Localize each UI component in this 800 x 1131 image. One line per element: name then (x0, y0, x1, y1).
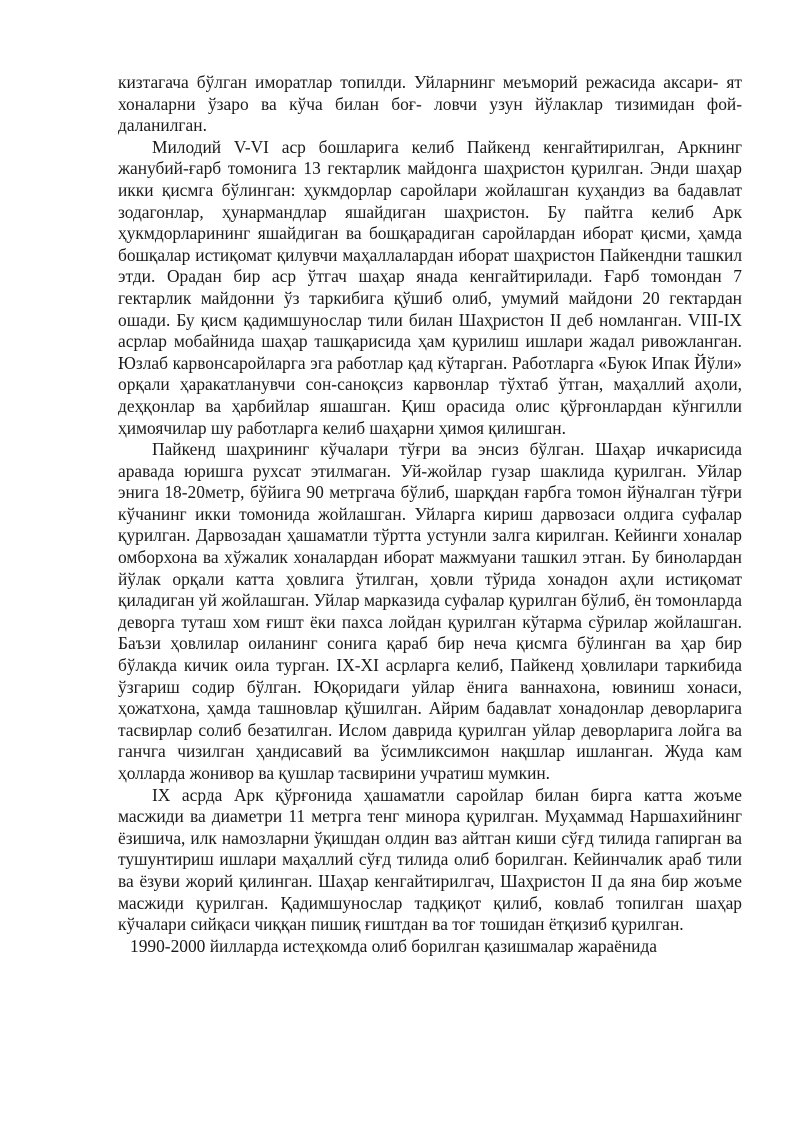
paragraph-excavations: 1990-2000 йилларда истеҳкомда олиб борилган қазишмалар жараёнида (130, 935, 658, 956)
paragraph-paikend-expansion: Милодий V-VI аср бошларига келиб Пайкенд кенгайтирилган, Аркнинг жанубий-ғарб томонига 13 гектарлик майдонга шаҳристон қурилган. Энди шаҳар икки қисмга бўлинган: ҳукмдорлар саройлари жойлашган куҳандиз ва бадавлат зодагонлар, ҳунармандлар яшайдиган шаҳристон. Бу пайтга келиб Арк ҳукмдорларининг яшайдиган ва бошқарадиган саройлардан иборат қисми, ҳамда бошқалар истиқомат қилувчи маҳаллалардан иборат шаҳристон Пайкендни ташкил этди. Орадан бир аср ўтгач шаҳар янада кенгайтирилади. Ғарб томондан 7 гектарлик майдонни ўз таркибига қўшиб олиб, умумий майдони 20 гектардан ошади. Бу қисм қадимшунослар тили билан Шаҳристон II деб номланган. VIII-IX асрлар мобайнида шаҳар ташқарисида ҳам қурилиш ишлари жадал ривожланган. Юзлаб карвонсаройларга эга работлар қад кўтарган. Работларга «Буюк Ипак Йўли» орқали ҳаракатланувчи сон-саноқсиз карвонлар тўхтаб ўтган, маҳаллий аҳоли, деҳқонлар ва ҳарбийлар яшашган. Қиш орасида олис қўрғонлардан кўнгилли ҳимоячилар шу работларга келиб шаҳарни ҳимоя қилишган. (118, 136, 742, 438)
paragraph-continuation: кизтагача бўлган иморатлар топилди. Уйларнинг меъморий режасида аксари- ят хоналарни ўзаро ва кўча билан боғ- ловчи узун йўлаклар тизимидан фой- даланилган. (118, 72, 742, 136)
paragraph-ark-mosque: IX асрда Арк қўрғонида ҳашаматли саройлар билан бирга катта жоъме масжиди ва диаметри 11 метрга тенг минора қурилган. Муҳаммад Наршахийнинг ёзишича, илк намозларни ўқишдан олдин ваз айтган киши сўғд тилида гапирган ва тушунтириш ишлари маҳаллий сўғд тилида олиб борилган. Кейинчалик араб тили ва ёзуви жорий қилинган. Шаҳар кенгайтирилгач, Шаҳристон II да яна бир жоъме масжиди қурилган. Қадимшунослар тадқиқот қилиб, ковлаб топилган шаҳар кўчалари сийқаси чиққан пишиқ ғиштдан ва тоғ тошидан ётқизиб қурилган. (118, 784, 742, 935)
document-page (118, 72, 742, 957)
paragraph-paikend-streets: Пайкенд шаҳрининг кўчалари тўғри ва энсиз бўлган. Шаҳар ичкарисида аравада юришга рухсат этилмаган. Уй-жойлар гузар шаклида қурилган. Уйлар энига 18-20метр, бўйига 90 метргача бўлиб, шарқдан ғарбга томон йўналган тўғри кўчанинг икки томонида жойлашган. Уйларга кириш дарвозаси олдига суфалар қурилган. Дарвозадан ҳашаматли тўртта устунли залга кирилган. Кейинги хоналар омборхона ва хўжалик хоналардан иборат мажмуани ташкил этган. Бу бинолардан йўлак орқали катта ҳовлига ўтилган, ҳовли тўрида хонадон аҳли истиқомат қиладиган уй жойлашган. Уйлар марказида суфалар қурилган бўлиб, ён томонларда деворга туташ хом ғишт ёки пахса лойдан қурилган кўтарма сўрилар жойлашган. Баъзи ҳовлилар оиланинг сонига қараб бир неча қисмга бўлинган ва ҳар бир бўлакда кичик оила турган. IX-XI асрларга келиб, Пайкенд ҳовлилари таркибида ўзгариш содир бўлган. Юқоридаги уйлар ёнига ваннахона, ювиниш хонаси, ҳожатхона, ҳамда ташновлар қўшилган. Айрим бадавлат хонадонлар деворларига тасвирлар солиб безатилган. Ислом даврида қурилган уйлар деворларига лойга ва ганчга чизилган ҳандисавий ва ўсимликсимон нақшлар ишланган. Жуда кам ҳолларда жонивор ва қушлар тасвирини учратиш мумкин. (118, 439, 742, 783)
